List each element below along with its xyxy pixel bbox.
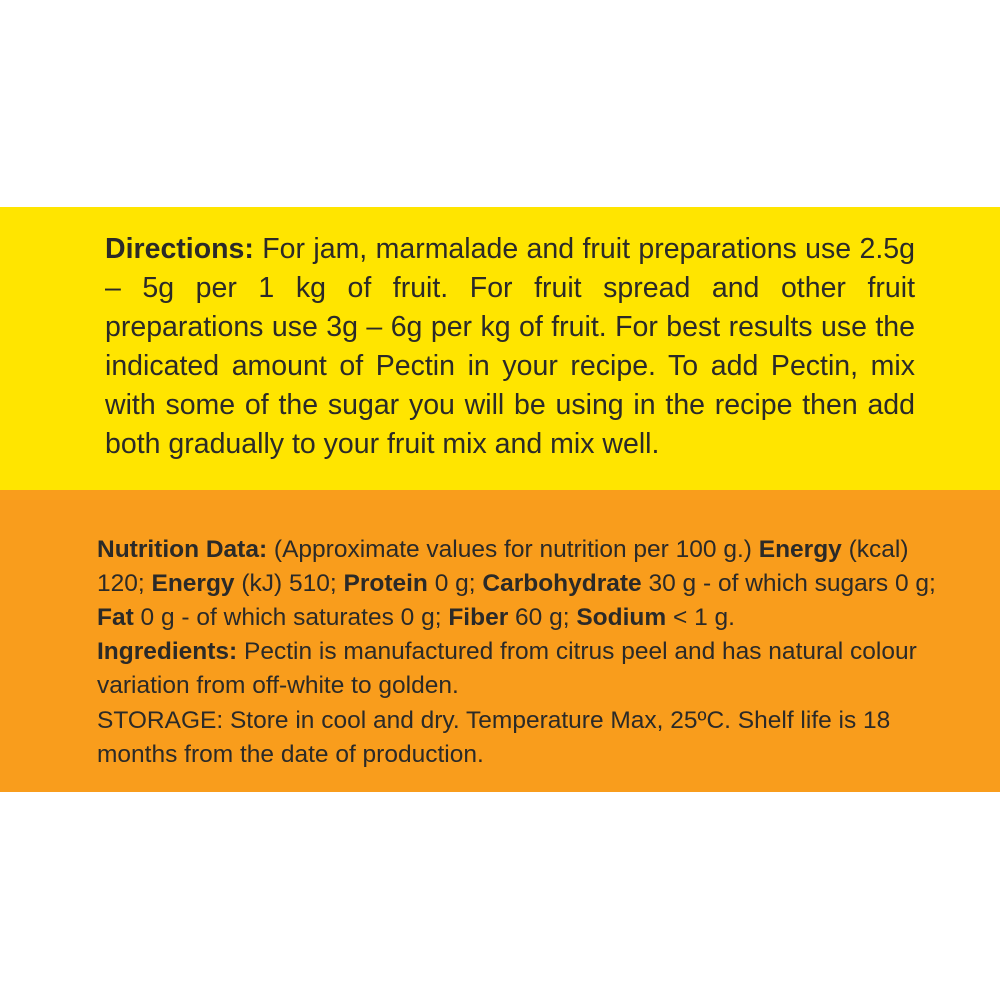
nutrition-paragraph bbox=[97, 533, 937, 635]
energy-kj-label: Energy bbox=[151, 570, 235, 597]
nutrition-label: Nutrition Data: bbox=[97, 536, 268, 563]
fiber-value: 60 g; bbox=[508, 604, 577, 631]
nutrition-intro: (Approximate values for nutrition per 100 g.) bbox=[267, 536, 759, 563]
fiber-label: Fiber bbox=[448, 604, 509, 631]
energy-kcal-value: (kcal) 120; bbox=[97, 536, 909, 597]
ingredients-text: Pectin is manufactured from citrus peel and has natural colour variation from off-white to golden. bbox=[97, 638, 917, 699]
fat-label: Fat bbox=[97, 604, 134, 631]
carbohydrate-label: Carbohydrate bbox=[482, 570, 642, 597]
directions-paragraph bbox=[105, 230, 915, 464]
ingredients-paragraph bbox=[97, 635, 937, 703]
sodium-label: Sodium bbox=[576, 604, 667, 631]
protein-value: 0 g; bbox=[427, 570, 483, 597]
sodium-value: < 1 g. bbox=[666, 604, 735, 631]
energy-kcal-label: Energy bbox=[758, 536, 842, 563]
directions-label: Directions: bbox=[105, 233, 254, 265]
storage-paragraph bbox=[97, 704, 937, 772]
directions-text: For jam, marmalade and fruit preparations use 2.5g – 5g per 1 kg of fruit. For fruit spread and other fruit preparations use 3g – 6g per kg of fruit. For best results use the indicated amount of Pectin in your recipe. To add Pectin, mix with some of the sugar you will be using in the recipe then add both gradually to your fruit mix and mix well. bbox=[105, 233, 915, 460]
protein-label: Protein bbox=[343, 570, 428, 597]
energy-kj-value: (kJ) 510; bbox=[234, 570, 344, 597]
ingredients-label: Ingredients: bbox=[97, 638, 238, 665]
carbohydrate-value: 30 g - of which sugars 0 g; bbox=[641, 570, 936, 597]
storage-text: STORAGE: Store in cool and dry. Temperature Max, 25ºC. Shelf life is 18 months from the date of production. bbox=[97, 707, 891, 768]
fat-value: 0 g - of which saturates 0 g; bbox=[133, 604, 449, 631]
